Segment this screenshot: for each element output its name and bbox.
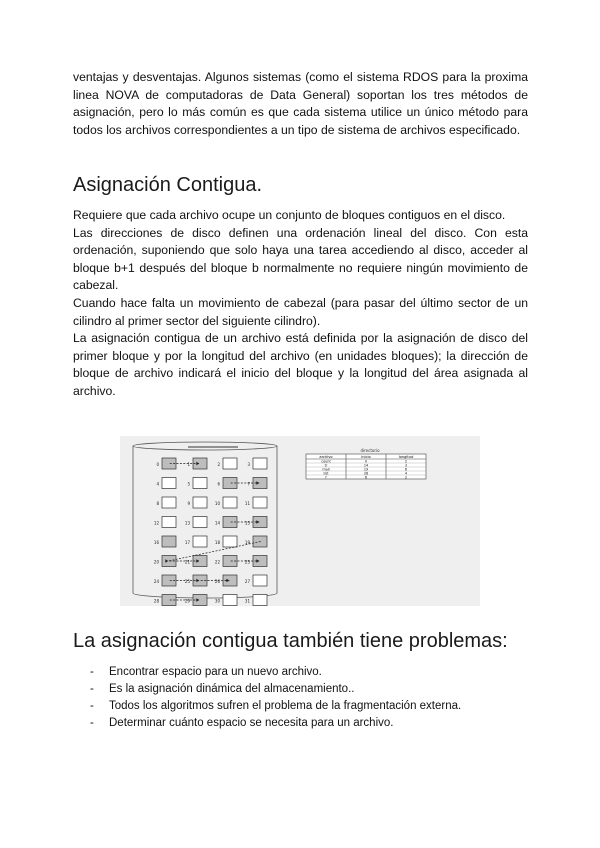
disk-block bbox=[253, 575, 267, 586]
disk-block-number: 2 bbox=[217, 462, 220, 467]
disk-block-number: 21 bbox=[184, 559, 190, 565]
disk-block-number: 26 bbox=[214, 579, 220, 584]
disk-block-number: 29 bbox=[184, 598, 190, 604]
directory-cell: 3 bbox=[404, 463, 408, 468]
directory-cell: 2 bbox=[404, 459, 408, 464]
disk-block-number: 8 bbox=[156, 501, 159, 506]
directory-cell: 2 bbox=[404, 475, 408, 480]
list-item-text: Encontrar espacio para un nuevo archivo. bbox=[109, 666, 322, 678]
disk-block-number: 11 bbox=[244, 501, 250, 506]
disk-block-number: 28 bbox=[153, 598, 159, 604]
disk-block-number: 7 bbox=[247, 481, 250, 487]
disk-block bbox=[193, 536, 207, 547]
contiguous-description bbox=[73, 207, 528, 401]
directory-header-start: inicio bbox=[361, 454, 371, 459]
contiguous-allocation-figure bbox=[120, 436, 480, 606]
disk-block bbox=[162, 517, 176, 528]
directory-cell: 6 bbox=[364, 475, 368, 480]
paragraph-requirement: Requiere que cada archivo ocupe un conjunto de bloques contiguos en el disco. bbox=[73, 208, 506, 222]
directory-header-length: longitud bbox=[398, 454, 414, 459]
directory-cell: 28 bbox=[363, 471, 369, 476]
disk-block-number: 23 bbox=[244, 559, 250, 565]
directory-header-file: archivo bbox=[319, 454, 333, 459]
directory-cell: tr bbox=[324, 463, 328, 468]
list-item-text: Todos los algoritmos sufren el problema de la fragmentación externa. bbox=[109, 700, 462, 712]
disk-block-number: 0 bbox=[156, 462, 159, 467]
directory-cell: 6 bbox=[404, 467, 408, 472]
bullet-dash: - bbox=[90, 717, 94, 729]
disk-block bbox=[223, 458, 237, 469]
directory-cell: list bbox=[323, 471, 329, 476]
disk-block bbox=[162, 478, 176, 489]
disk-block bbox=[223, 536, 237, 547]
directory-cell: count bbox=[321, 459, 331, 464]
disk-block-number: 3 bbox=[247, 462, 250, 467]
directory-cell: 14 bbox=[363, 463, 369, 468]
disk-block bbox=[193, 497, 207, 508]
bullet-dash: - bbox=[90, 683, 94, 695]
paragraph-head-movement: Cuando hace falta un movimiento de cabezal (para pasar del último sector de un cilindro al primer sector del siguiente cilindro). bbox=[73, 295, 528, 328]
directory-cell: 4 bbox=[404, 471, 408, 476]
disk-block-number: 18 bbox=[214, 540, 220, 545]
paragraph-linear-order: Las direcciones de disco definen una ordenación lineal del disco. Con esta ordenación, suponiendo que solo haya una tarea accediendo al disco, acceder al bloque b+1 después del bloque b normalmente no requiere ningún movimiento de cabezal. bbox=[73, 225, 528, 293]
disk-block bbox=[253, 595, 267, 606]
heading-problems: La asignación contigua también tiene problemas: bbox=[73, 630, 508, 652]
disk-block-number: 24 bbox=[153, 579, 159, 584]
heading-asignacion-contigua: Asignación Contigua. bbox=[73, 174, 263, 196]
list-item-text: Determinar cuánto espacio se necesita para un archivo. bbox=[109, 717, 394, 729]
disk-block-number: 6 bbox=[217, 481, 220, 487]
bullet-dash: - bbox=[90, 700, 94, 712]
problems-list bbox=[90, 664, 461, 732]
disk-block-number: 12 bbox=[153, 520, 159, 526]
disk-block-number: 10 bbox=[214, 501, 220, 506]
disk-block bbox=[193, 517, 207, 528]
disk-block-number: 15 bbox=[244, 520, 250, 526]
disk-block-grid bbox=[154, 458, 267, 606]
disk-block-number: 16 bbox=[153, 540, 159, 545]
directory-cell: 19 bbox=[363, 467, 369, 472]
directory-title: directorio bbox=[360, 448, 380, 453]
bullet-dash: - bbox=[90, 666, 94, 678]
disk-block-number: 14 bbox=[214, 520, 220, 526]
disk-block-number: 1 bbox=[187, 462, 190, 467]
directory-cell: 0 bbox=[364, 459, 368, 464]
list-item bbox=[90, 698, 461, 715]
disk-block-number: 17 bbox=[184, 540, 190, 545]
disk-block-number: 22 bbox=[214, 559, 220, 565]
disk-block bbox=[253, 458, 267, 469]
directory-table bbox=[306, 448, 426, 479]
disk-block-number: 19 bbox=[244, 540, 250, 545]
disk-block-number: 9 bbox=[187, 501, 190, 506]
disk-block bbox=[193, 478, 207, 489]
disk-block bbox=[223, 595, 237, 606]
figure-svg bbox=[120, 436, 480, 606]
disk-block-number: 5 bbox=[187, 481, 190, 487]
paragraph-allocation-definition: La asignación contigua de un archivo está definida por la asignación de disco del primer bloque y por la longitud del archivo (en unidades bloques); la dirección de bloque de archivo indicará el inicio del bloque y la longitud del área asignada al archivo. bbox=[73, 331, 528, 398]
disk-block bbox=[253, 497, 267, 508]
disk-block bbox=[162, 497, 176, 508]
disk-block-number: 27 bbox=[244, 579, 250, 584]
disk-block-number: 25 bbox=[184, 579, 190, 584]
disk-block-number: 4 bbox=[156, 481, 159, 487]
disk-block-number: 13 bbox=[184, 520, 190, 526]
directory-cell: f bbox=[325, 475, 327, 480]
list-item bbox=[90, 681, 461, 698]
disk-block-number: 20 bbox=[153, 559, 159, 565]
intro-paragraph: ventajas y desventajas. Algunos sistemas (como el sistema RDOS para la proxima linea NOVA de computadoras de Data General) soportan los tres métodos de asignación, pero lo más común es que cada sistema utilice un único método para todos los archivos correspondientes a un tipo de sistema de archivos especificado. bbox=[73, 70, 528, 137]
disk-block-number: 30 bbox=[214, 598, 220, 604]
list-item bbox=[90, 715, 461, 732]
disk-block bbox=[162, 536, 176, 547]
list-item bbox=[90, 664, 461, 681]
directory-cell: mail bbox=[322, 467, 330, 472]
list-item-text: Es la asignación dinámica del almacenamiento.. bbox=[109, 683, 355, 695]
disk-block-number: 31 bbox=[244, 598, 250, 604]
disk-block bbox=[223, 497, 237, 508]
